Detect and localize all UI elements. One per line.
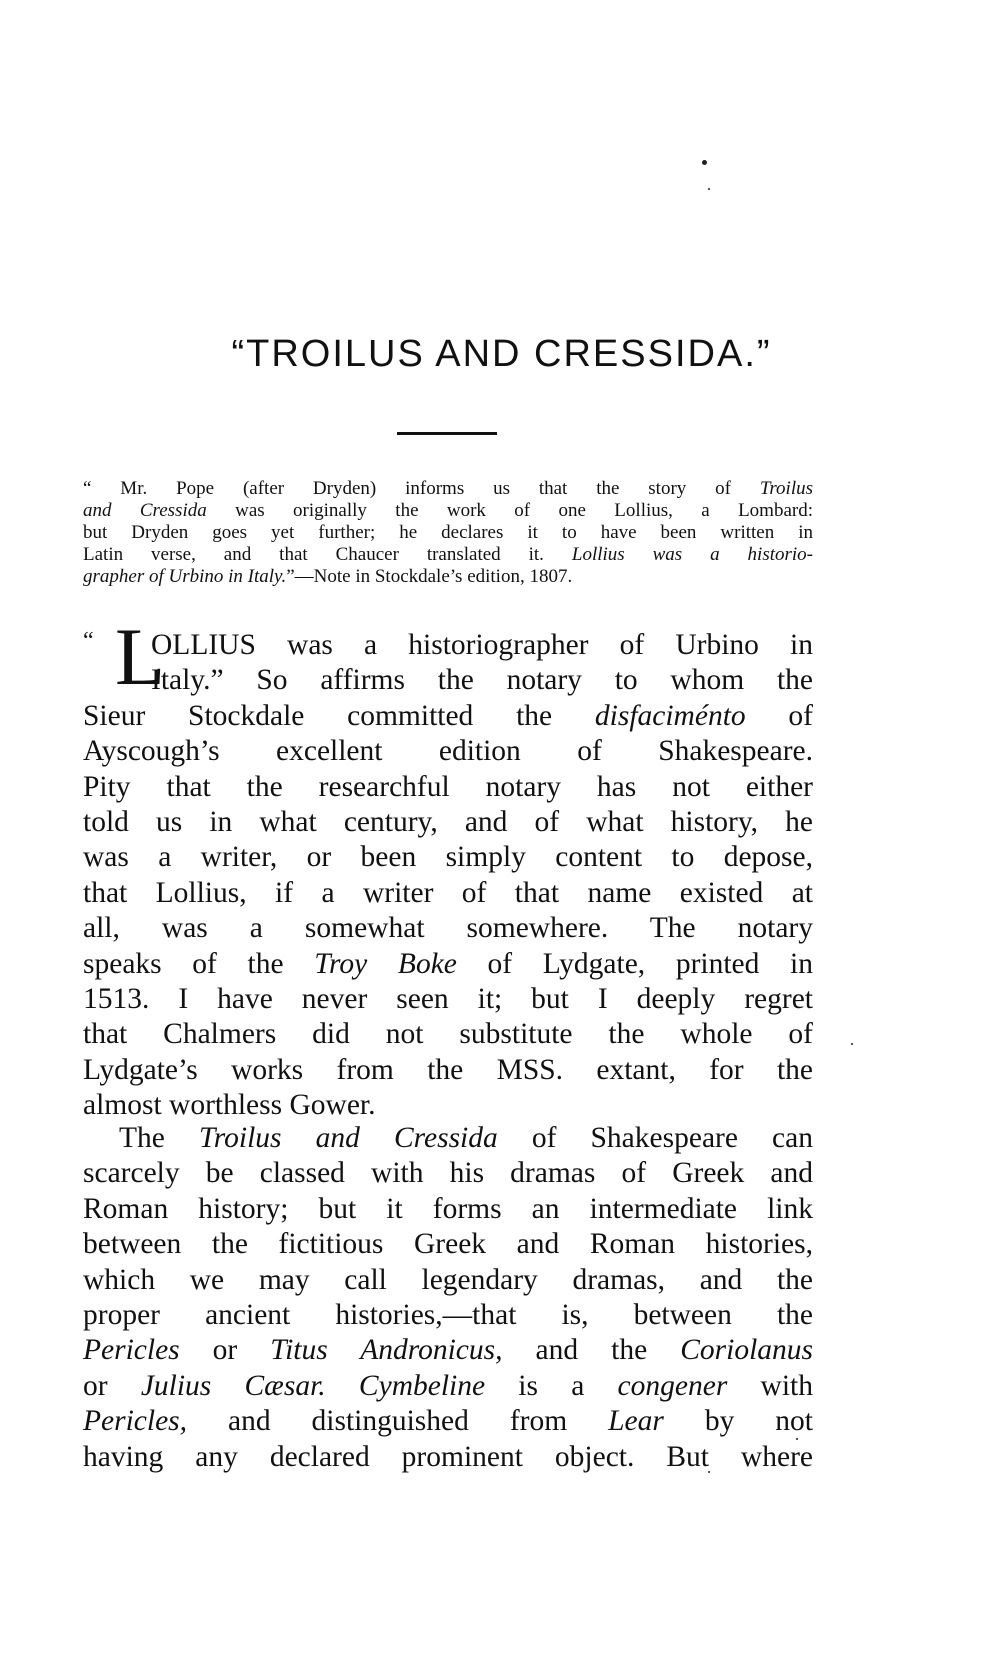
print-speck xyxy=(708,188,710,190)
text-line: The Troilus and Cressida of Shakespeare can xyxy=(119,1122,813,1154)
print-speck xyxy=(851,1043,853,1045)
text-line: Pericles or Titus Andronicus, and the Coriolanus xyxy=(83,1334,814,1367)
text-line: having any declared prominent object. But where xyxy=(83,1440,813,1473)
text-line: between the fictitious Greek and Roman histories, xyxy=(83,1228,813,1261)
text-line: Lydgate’s works from the MSS. extant, for the xyxy=(83,1053,813,1086)
epigraph-line: grapher of Urbino in Italy.”—Note in Stockdale’s edition, 1807. xyxy=(83,566,573,587)
text-line: all, was a somewhat somewhere. The notary xyxy=(83,912,813,945)
paragraph-1 xyxy=(83,628,813,1124)
text-line: that Lollius, if a writer of that name existed at xyxy=(83,876,813,909)
text-line: Sieur Stockdale committed the disfaciménto of xyxy=(83,699,813,732)
title-rule xyxy=(397,432,497,435)
text-line: told us in what century, and of what history, he xyxy=(83,806,813,839)
text-line: almost worthless Gower. xyxy=(83,1089,376,1122)
epigraph-line: and Cressida was originally the work of one Lollius, a Lombard: xyxy=(83,500,813,521)
epigraph-line: but Dryden goes yet further; he declares it to have been written in xyxy=(83,522,813,543)
text-line: scarcely be classed with his dramas of Greek and xyxy=(83,1157,813,1190)
text-line: which we may call legendary dramas, and the xyxy=(83,1263,813,1296)
epigraph xyxy=(83,478,813,588)
text-line: Pity that the researchful notary has not either xyxy=(83,770,813,803)
paragraph-2 xyxy=(83,1121,813,1475)
text-line: 1513. I have never seen it; but I deeply regret xyxy=(83,983,813,1016)
drop-cap-quote: “ xyxy=(83,628,94,654)
text-line: was a writer, or been simply content to depose, xyxy=(83,841,813,874)
epigraph-line: Latin verse, and that Chaucer translated it. Lollius was a historio- xyxy=(83,544,813,565)
text-line: speaks of the Troy Boke of Lydgate, printed in xyxy=(83,947,813,980)
text-line: that Chalmers did not substitute the whole of xyxy=(83,1018,813,1051)
text-line: Italy.” So affirms the notary to whom the xyxy=(151,664,813,697)
chapter-title: “TROILUS AND CRESSIDA.” xyxy=(231,333,772,375)
text-line: or Julius Cæsar. Cymbeline is a congener with xyxy=(83,1369,813,1402)
text-line: Roman history; but it forms an intermediate link xyxy=(83,1192,813,1225)
epigraph-line: “ Mr. Pope (after Dryden) informs us that the story of Troilus xyxy=(83,478,813,499)
print-speck xyxy=(702,160,707,165)
text-line: Pericles, and distinguished from Lear by not xyxy=(83,1405,813,1438)
drop-cap-letter: L xyxy=(115,611,166,702)
text-line: proper ancient histories,—that is, between the xyxy=(83,1299,813,1332)
text-line: OLLIUS was a historiographer of Urbino in xyxy=(151,629,813,661)
text-line: Ayscough’s excellent edition of Shakespeare. xyxy=(83,735,813,768)
